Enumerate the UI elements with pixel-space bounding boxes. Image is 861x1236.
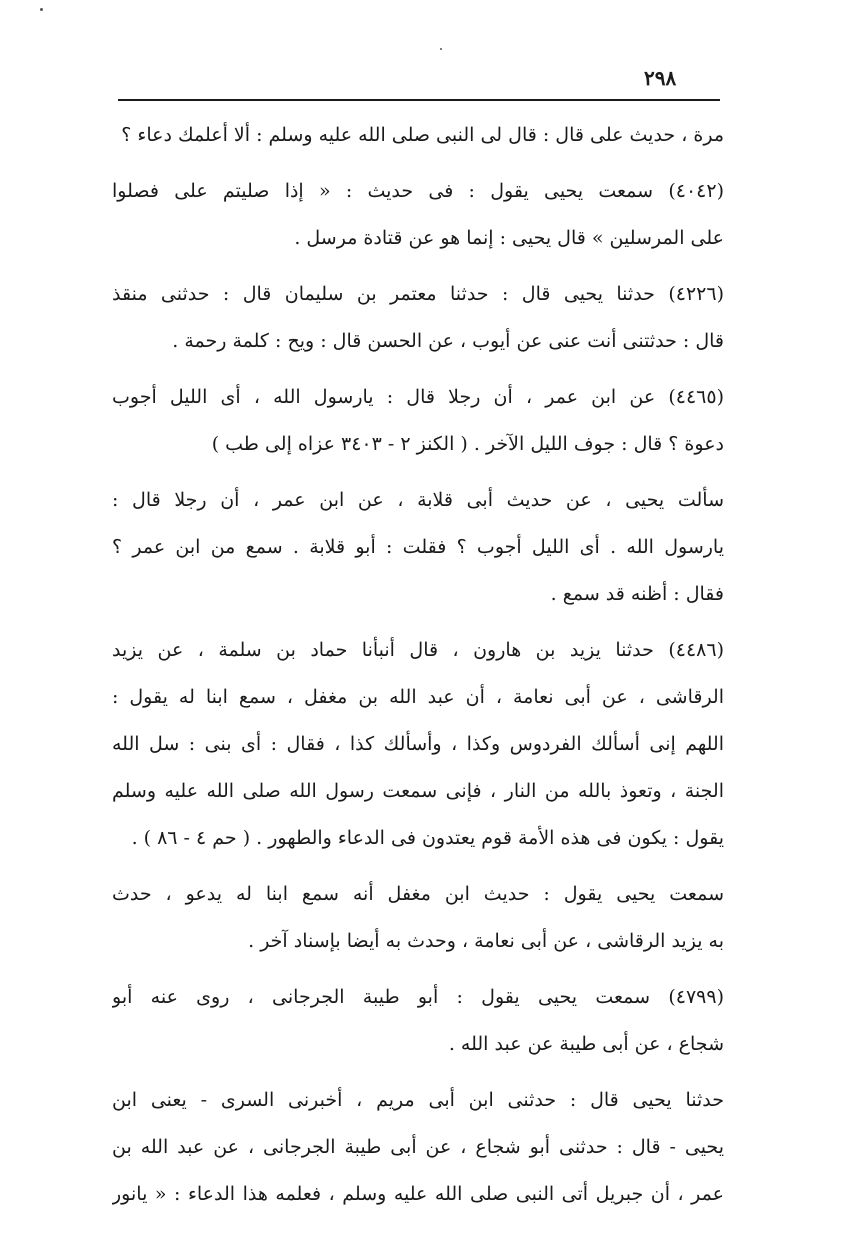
text-line: (٤٧٩٩) سمعت يحيى يقول : أبو طيبة الجرجانى ، روى عنه أبو [112, 986, 724, 1008]
text-line: قال : حدثتنى أنت عنى عن أيوب ، عن الحسن قال : ويح : كلمة رحمة . [172, 330, 724, 352]
text-body [112, 112, 724, 1227]
text-line: اللهم إنى أسألك الفردوس وكذا ، وأسألك كذا ، فقال : أى بنى : سل الله [112, 733, 724, 755]
paragraph [112, 271, 724, 365]
text-line: (٤٤٦٥) عن ابن عمر ، أن رجلا قال : يارسول الله ، أى الليل أجوب [112, 386, 724, 408]
text-line: حدثنا يحيى قال : حدثنى ابن أبى مريم ، أخبرنى السرى - يعنى ابن [112, 1089, 724, 1111]
header-rule [118, 99, 720, 101]
text-line: (٤٤٨٦) حدثنا يزيد بن هارون ، قال أنبأنا حماد بن سلمة ، عن يزيد [112, 639, 724, 661]
text-line: يقول : يكون فى هذه الأمة قوم يعتدون فى الدعاء والطهور . ( حم ٤ - ٨٦ ) . [131, 827, 724, 849]
text-line: سمعت يحيى يقول : حديث ابن مغفل أنه سمع ابنا له يدعو ، حدث [112, 883, 724, 905]
text-line: على المرسلين » قال يحيى : إنما هو عن قتادة مرسل . [294, 227, 724, 249]
text-line: (٤٠٤٢) سمعت يحيى يقول : فى حديث : « إذا صليتم على فصلوا [112, 180, 724, 202]
scan-speck [440, 48, 442, 50]
text-line: فقال : أظنه قد سمع . [550, 583, 724, 605]
paragraph [112, 1077, 724, 1218]
text-line: الجنة ، وتعوذ بالله من النار ، فإنى سمعت رسول الله صلى الله عليه وسلم [112, 780, 724, 802]
paragraph [112, 112, 724, 159]
paragraph [112, 168, 724, 262]
paragraph [112, 974, 724, 1068]
paragraph [112, 374, 724, 468]
text-line: مرة ، حديث على قال : قال لى النبى صلى الله عليه وسلم : ألا أعلمك دعاء ؟ [121, 124, 724, 146]
text-line: شجاع ، عن أبى طيبة عن عبد الله . [448, 1033, 724, 1055]
text-line: (٤٢٢٦) حدثنا يحيى قال : حدثنا معتمر بن سليمان قال : حدثنى منقذ [112, 283, 724, 305]
scan-speck [40, 8, 43, 11]
paragraph [112, 477, 724, 618]
text-line: به يزيد الرقاشى ، عن أبى نعامة ، وحدث به أيضا بإسناد آخر . [248, 930, 724, 952]
text-line: يحيى - قال : حدثنى أبو شجاع ، عن أبى طيبة الجرجانى ، عن عبد الله بن [112, 1136, 724, 1158]
paragraph [112, 871, 724, 965]
text-line: عمر ، أن جبريل أتى النبى صلى الله عليه وسلم ، فعلمه هذا الدعاء : « يانور [112, 1183, 724, 1205]
page-number: ٢٩٨ [644, 66, 677, 90]
paragraph [112, 627, 724, 862]
text-line: يارسول الله . أى الليل أجوب ؟ فقلت : أبو قلابة . سمع من ابن عمر ؟ [112, 536, 724, 558]
text-line: الرقاشى ، عن أبى نعامة ، أن عبد الله بن مغفل ، سمع ابنا له يقول : [112, 686, 724, 708]
text-line: دعوة ؟ قال : جوف الليل الآخر . ( الكنز ٢ - ٣٤٠٣ عزاه إلى طب ) [211, 433, 724, 455]
text-line: سألت يحيى ، عن حديث أبى قلابة ، عن ابن عمر ، أن رجلا قال : [112, 489, 724, 511]
